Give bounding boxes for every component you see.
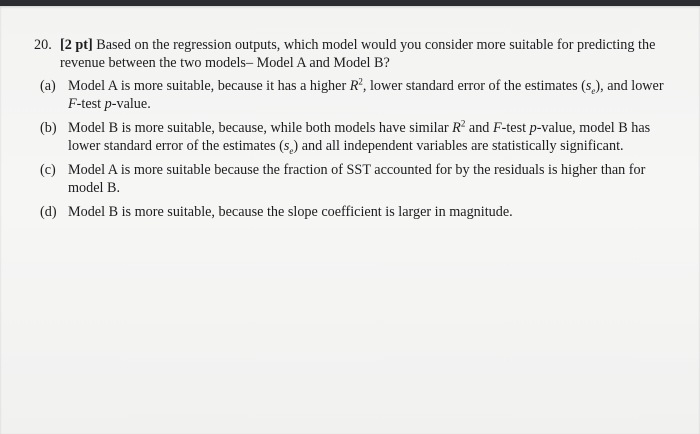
math-var: R <box>349 78 359 94</box>
math-var: p <box>529 120 537 136</box>
question-prompt-line <box>60 36 674 72</box>
question-prompt: Based on the regression outputs, which model would you consider more suitable for predicting the revenue between the two models– Model A and Model B? <box>60 37 656 71</box>
answer-options <box>34 77 674 221</box>
math-var: s <box>585 78 592 94</box>
math-var: s <box>283 138 290 154</box>
option-text <box>68 119 674 155</box>
question-block <box>34 36 674 227</box>
text-run: -test <box>76 96 105 112</box>
option-text: Model A is more suitable because the fraction of SST accounted for by the residuals is higher than for model B. <box>68 162 646 196</box>
question-points: [2 pt] <box>60 37 93 53</box>
math-var: p <box>104 96 112 112</box>
text-run: -test <box>501 120 530 136</box>
option-d <box>34 203 674 221</box>
text-run: , lower standard error of the estimates ( <box>362 78 586 94</box>
option-c <box>34 161 674 197</box>
math-superscript: 2 <box>358 76 363 87</box>
option-text <box>68 77 674 113</box>
document-page <box>0 6 700 434</box>
option-letter: (d) <box>40 204 57 220</box>
option-letter: (a) <box>40 78 56 94</box>
option-text: Model B is more suitable, because the slope coefficient is larger in magnitude. <box>68 204 513 220</box>
math-subscript: e <box>289 145 294 156</box>
math-superscript: 2 <box>460 118 466 129</box>
math-subscript: e <box>591 85 596 96</box>
text-run: -value. <box>111 96 151 112</box>
option-a <box>34 77 674 113</box>
text-run: Model A is more suitable, because it has a higher <box>68 78 350 94</box>
math-var: R <box>452 120 461 136</box>
option-b <box>34 119 674 155</box>
option-letter: (b) <box>40 120 57 136</box>
math-var: F <box>492 120 502 136</box>
question-header <box>34 36 674 72</box>
text-run: and <box>465 120 493 136</box>
text-run: Model B is more suitable, because, while both models have similar <box>68 120 453 136</box>
question-number: 20. <box>34 37 52 53</box>
option-letter: (c) <box>40 162 56 178</box>
text-run: ) and all independent variables are statistically significant. <box>293 138 624 154</box>
text-run: -value, model B has lower standard error of the estimates ( <box>68 120 651 154</box>
math-var: F <box>68 96 77 112</box>
text-run: ), and lower <box>595 78 664 94</box>
